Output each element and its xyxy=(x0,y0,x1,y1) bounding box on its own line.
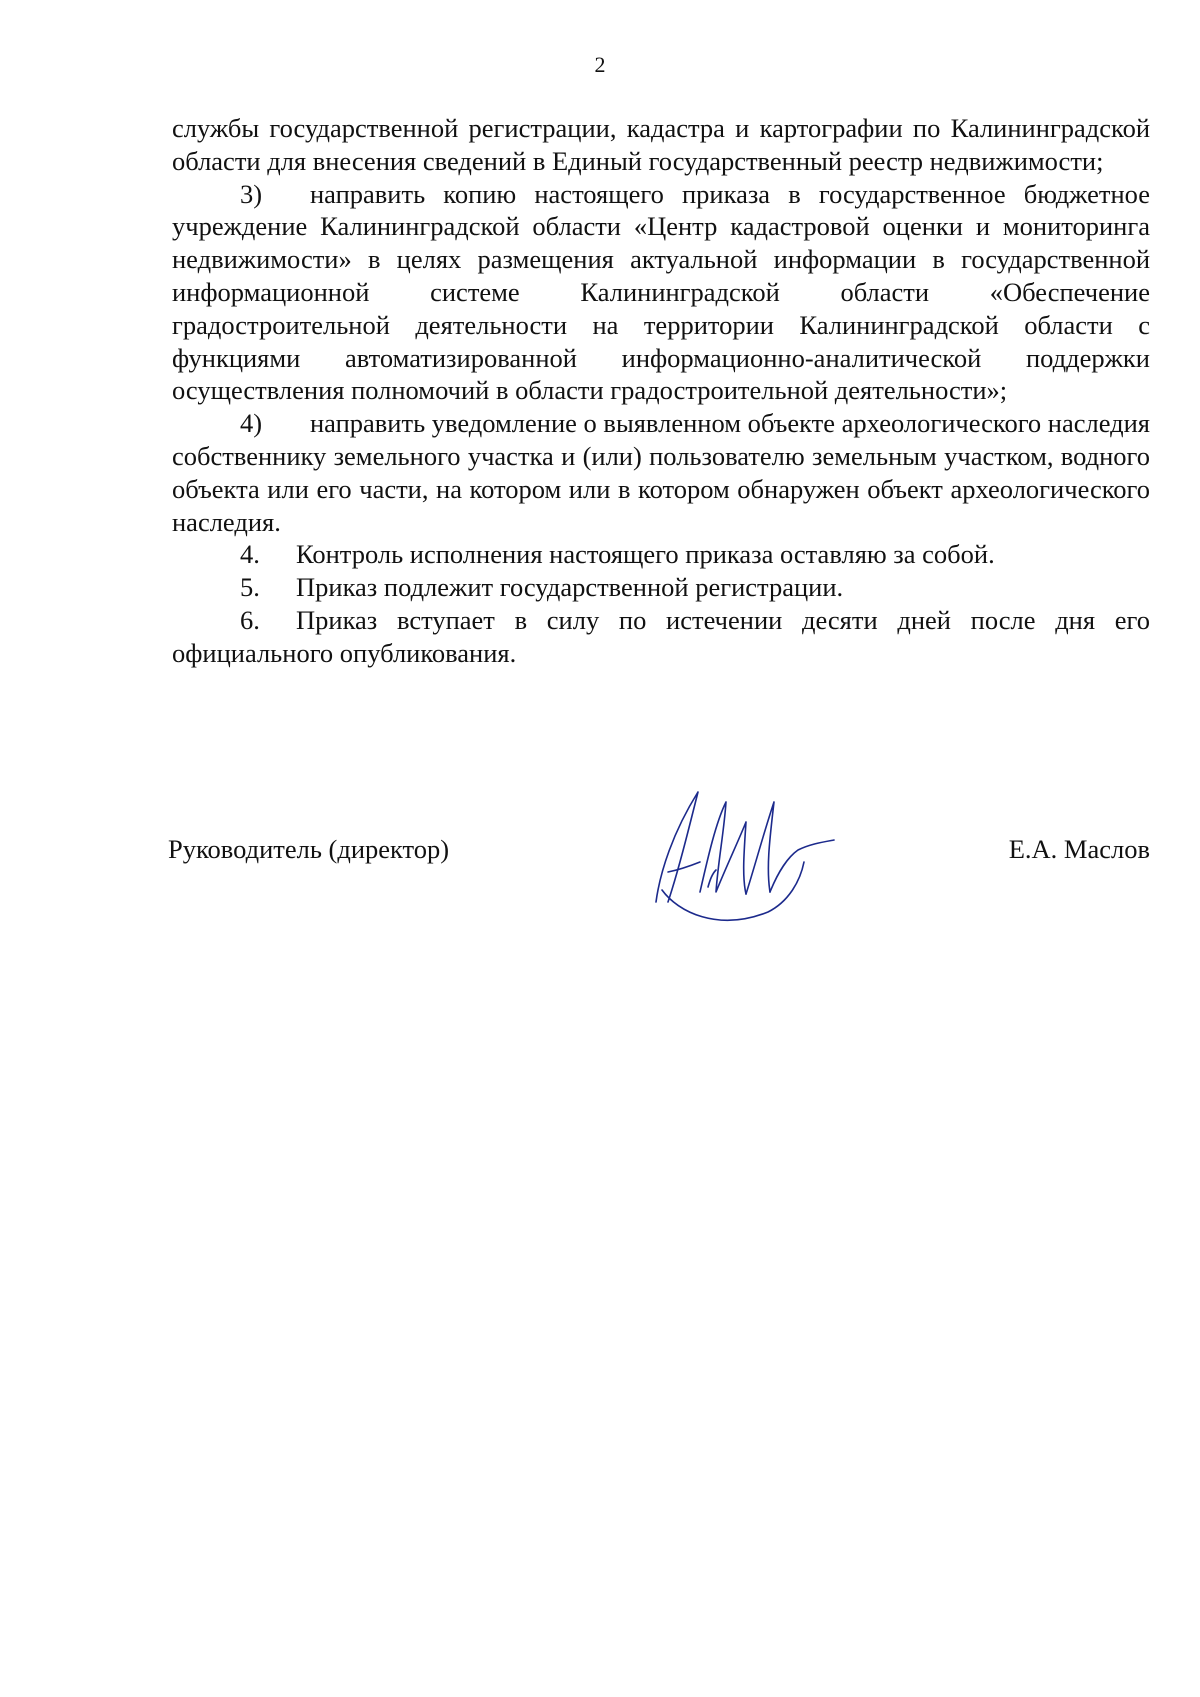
paragraph-continuation: службы государственной регистрации, кадастра и картографии по Калининградской области для внесения сведений в Единый государственный реестр недвижимости; xyxy=(172,113,1150,176)
point-marker: 5. xyxy=(240,572,260,603)
handwritten-signature xyxy=(638,762,838,922)
paragraph-point-5 xyxy=(172,571,1150,604)
item-marker: 4) xyxy=(240,408,263,439)
signature-block xyxy=(168,822,1150,942)
page-number: 2 xyxy=(594,52,606,77)
paragraph-point-4 xyxy=(172,538,1150,571)
paragraph-item-4 xyxy=(172,407,1150,538)
point-marker: 6. xyxy=(240,604,260,635)
paragraph-item-3 xyxy=(172,178,1150,408)
paragraph-text: направить уведомление о выявленном объекте археологического наследия собственнику земельного участка и (или) пользователю земельным участком, водного объекта или его части, на котором или в котором обнаружен объект археологического наследия. xyxy=(172,408,1150,537)
signatory-name: Е.А. Маслов xyxy=(1008,834,1150,864)
paragraph-text: Приказ подлежит государственной регистрации. xyxy=(296,572,844,603)
paragraph-text: Приказ вступает в силу по истечении десяти дней после дня его официального опубликования. xyxy=(172,604,1150,668)
paragraph-text: направить копию настоящего приказа в государственное бюджетное учреждение Калининградской области «Центр кадастровой оценки и мониторинга недвижимости» в целях размещения актуальной информации в государственной информационной системе Калининградской области «Обеспечение градостроительной деятельности на территории Калининградской области с функциями автоматизированной информационно-аналитической поддержки осуществления полномочий в области градостроительной деятельности»; xyxy=(172,178,1150,406)
signatory-position: Руководитель (директор) xyxy=(168,834,450,864)
paragraph-point-6 xyxy=(172,604,1150,670)
paragraph-text: Контроль исполнения настоящего приказа оставляю за собой. xyxy=(296,539,995,570)
item-marker: 3) xyxy=(240,178,263,209)
document-body xyxy=(172,112,1150,670)
point-marker: 4. xyxy=(240,539,260,570)
